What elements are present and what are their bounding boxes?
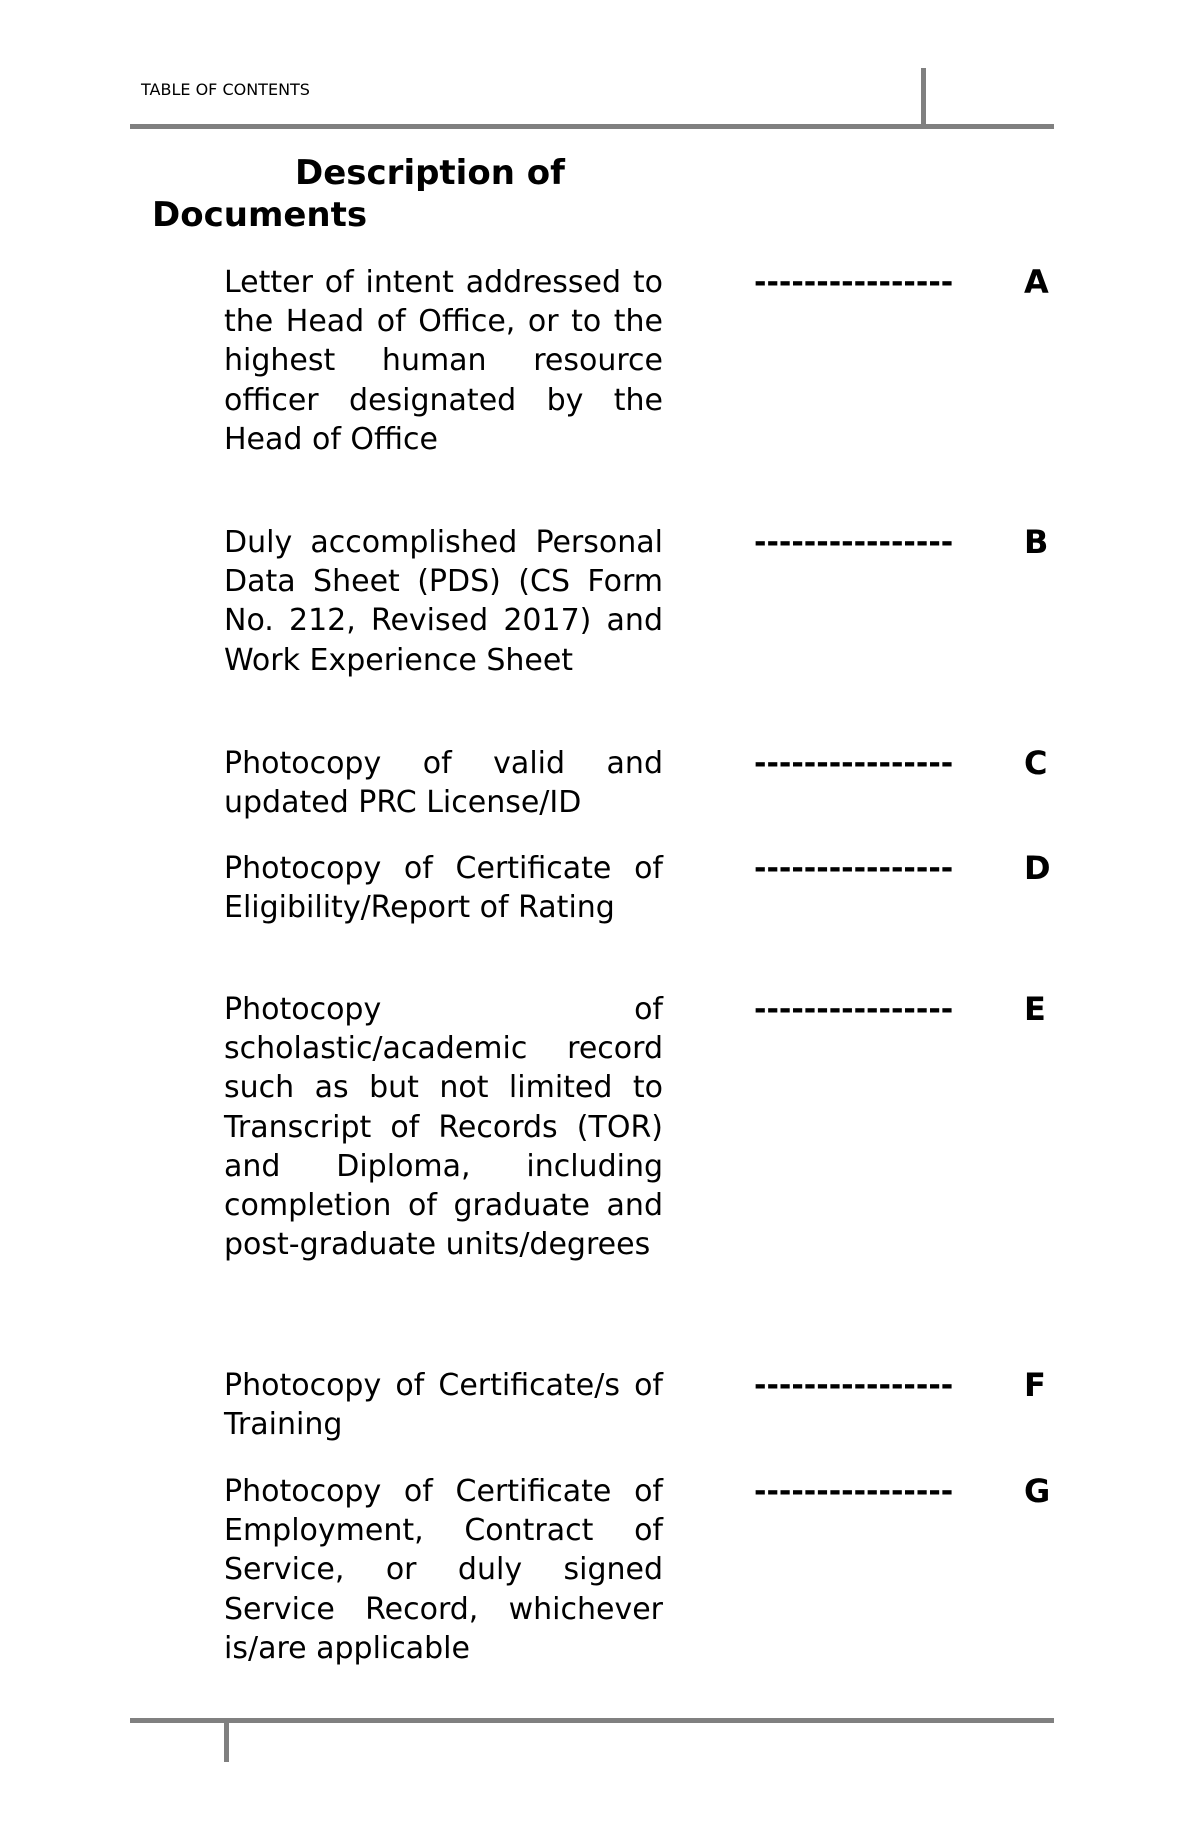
header-label: TABLE OF CONTENTS — [141, 80, 310, 99]
entry-leader: ---------------- — [754, 525, 954, 560]
entry-description: Letter of intent addressed to the Head of Office, or to the highest human resource officer designated by the Head of Office — [224, 265, 663, 457]
entry-letter: F — [1024, 1366, 1046, 1404]
entry-description: Photocopy of valid and updated PRC License/ID — [224, 746, 663, 821]
entry-leader: ---------------- — [754, 851, 954, 886]
entry-description: Photocopy of Certificate of Employment, Contract of Service, or duly signed Service Record, whichever is/are applicable — [224, 1474, 663, 1666]
entry-letter: D — [1024, 849, 1051, 887]
section-title-line1: Description of — [295, 153, 565, 193]
section-title — [152, 152, 612, 236]
section-title-line2: Documents — [152, 195, 368, 235]
entry-letter: E — [1024, 990, 1046, 1028]
entry-leader: ---------------- — [754, 746, 954, 781]
entry-leader: ---------------- — [754, 992, 954, 1027]
entry-letter: C — [1024, 744, 1048, 782]
entry-letter: G — [1024, 1472, 1051, 1510]
header-horizontal-rule — [130, 124, 1054, 129]
header-vertical-rule — [921, 68, 926, 126]
entry-letter: A — [1024, 263, 1049, 301]
footer-horizontal-rule — [130, 1718, 1054, 1723]
entry-description: Photocopy of Certificate of Eligibility/Report of Rating — [224, 851, 663, 926]
entry-leader: ---------------- — [754, 1474, 954, 1509]
entry-letter: B — [1024, 523, 1049, 561]
entry-leader: ---------------- — [754, 265, 954, 300]
entry-description: Photocopy of Certificate/s of Training — [224, 1368, 663, 1443]
entry-description: Photocopy of scholastic/academic record such as but not limited to Transcript of Records (TOR) and Diploma, including completion of graduate and post-graduate units/degrees — [224, 992, 663, 1263]
entry-leader: ---------------- — [754, 1368, 954, 1403]
entry-description: Duly accomplished Personal Data Sheet (PDS) (CS Form No. 212, Revised 2017) and Work Experience Sheet — [224, 525, 663, 678]
footer-vertical-rule — [224, 1722, 229, 1762]
